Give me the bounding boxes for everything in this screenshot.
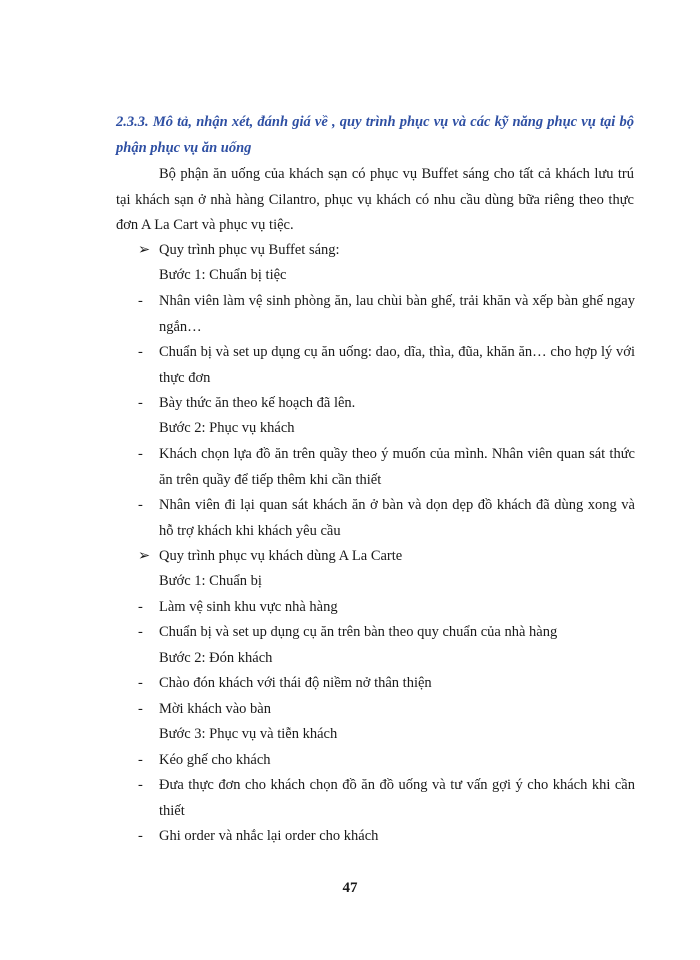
- dash-bullet: -: [138, 395, 143, 411]
- list-item: Ghi order và nhắc lại order cho khách: [159, 828, 379, 844]
- page-number: 47: [342, 880, 358, 896]
- list-item: Khách chọn lựa đồ ăn trên quầy theo ý muốn của mình. Nhân viên quan sát thức ăn trên quầy để tiếp thêm khi cần thiết: [159, 446, 635, 488]
- dash-bullet: -: [138, 624, 143, 640]
- dash-bullet: -: [138, 497, 143, 513]
- list-item: Chào đón khách với thái độ niềm nở thân thiện: [159, 675, 432, 691]
- list-item: Làm vệ sinh khu vực nhà hàng: [159, 599, 338, 615]
- list-item: Quy trình phục vụ khách dùng A La Carte: [159, 548, 403, 564]
- list-item: Đưa thực đơn cho khách chọn đồ ăn đồ uống và tư vấn gợi ý cho khách khi cần thiết: [159, 777, 635, 819]
- dash-bullet: -: [138, 446, 143, 462]
- dash-bullet: -: [138, 675, 143, 691]
- list-item: Kéo ghế cho khách: [159, 752, 271, 768]
- dash-bullet: -: [138, 701, 143, 717]
- intro-paragraph: Bộ phận ăn uống của khách sạn có phục vụ Buffet sáng cho tất cả khách lưu trú tại khách sạn ở nhà hàng Cilantro, phục vụ khách có nhu cầu dùng bữa riêng theo thực đơn A La Cart và phục vụ tiệc.: [116, 166, 634, 233]
- list-item: Chuẩn bị và set up dụng cụ ăn uống: dao, dĩa, thìa, đũa, khăn ăn… cho hợp lý với thực đơn: [159, 344, 635, 386]
- list-item: Bày thức ăn theo kế hoạch đã lên.: [159, 395, 356, 411]
- dash-bullet: -: [138, 777, 143, 793]
- dash-bullet: -: [138, 293, 143, 309]
- arrow-bullet-icon: ➢: [138, 242, 151, 258]
- dash-bullet: -: [138, 752, 143, 768]
- step-label: Bước 1: Chuẩn bị: [159, 573, 262, 589]
- dash-bullet: -: [138, 344, 143, 360]
- list-item: Nhân viên đi lại quan sát khách ăn ở bàn và dọn dẹp đồ khách đã dùng xong và hỗ trợ khách khi khách yêu cầu: [159, 497, 635, 539]
- dash-bullet: -: [138, 828, 143, 844]
- list-item: Mời khách vào bàn: [159, 701, 271, 717]
- list-item: Quy trình phục vụ Buffet sáng:: [159, 242, 340, 258]
- dash-bullet: -: [138, 599, 143, 615]
- list-item: Nhân viên làm vệ sinh phòng ăn, lau chùi bàn ghế, trải khăn và xếp bàn ghế ngay ngắn…: [159, 293, 635, 335]
- section-heading: 2.3.3. Mô tả, nhận xét, đánh giá về , quy trình phục vụ và các kỹ năng phục vụ tại bộ phận phục vụ ăn uống: [116, 114, 634, 156]
- list-item: Chuẩn bị và set up dụng cụ ăn trên bàn theo quy chuẩn của nhà hàng: [159, 624, 558, 640]
- arrow-bullet-icon: ➢: [138, 548, 151, 564]
- step-label: Bước 1: Chuẩn bị tiệc: [159, 267, 287, 283]
- step-label: Bước 2: Phục vụ khách: [159, 420, 295, 436]
- step-label: Bước 3: Phục vụ và tiễn khách: [159, 726, 338, 742]
- step-label: Bước 2: Đón khách: [159, 650, 273, 666]
